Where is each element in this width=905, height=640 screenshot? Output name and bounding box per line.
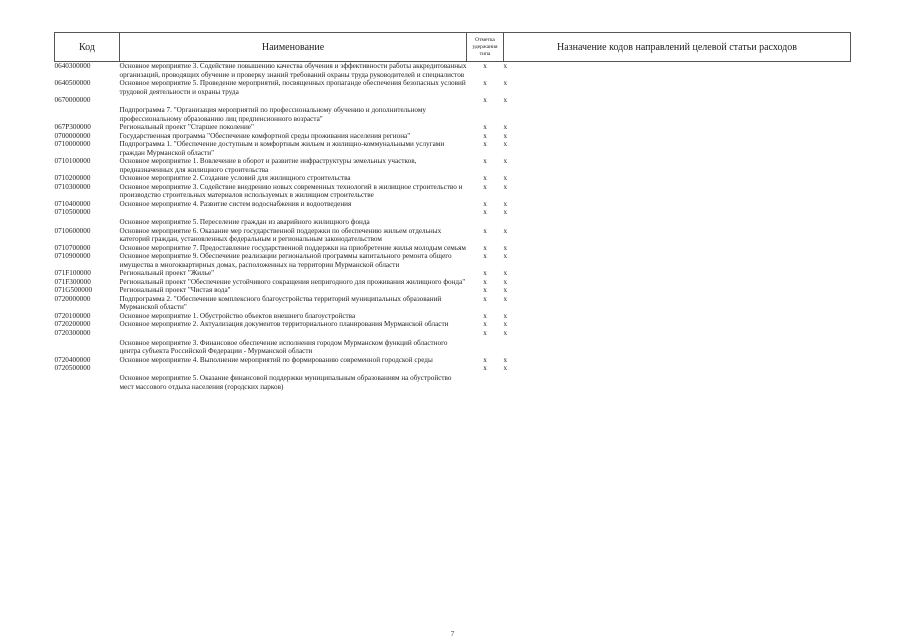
row-name: Основное мероприятие 9. Обеспечение реализации региональной программы капитального ремонта общего имущества в многоквартирных домах, расположенных на территории Мурманской области: [119, 252, 452, 269]
row-direction: х: [503, 208, 508, 216]
row-mark: х: [483, 62, 487, 70]
row-direction: х: [503, 131, 508, 140]
row-direction: х: [503, 62, 508, 70]
target-codes-table: [54, 32, 851, 391]
row-direction: х: [503, 252, 508, 260]
row-name: Основное мероприятие 4. Выполнение мероприятий по формированию современной городской среды: [119, 355, 433, 364]
row-code: 0720400000: [54, 355, 91, 364]
row-name: Региональный проект "Старшее поколение": [119, 123, 254, 131]
row-direction: х: [503, 328, 508, 337]
table-row: [55, 174, 851, 183]
row-mark: х: [483, 174, 487, 182]
row-name: Государственная программа "Обеспечение комфортной среды проживания населения региона": [119, 131, 411, 140]
row-direction: х: [503, 199, 508, 208]
row-code: 071G500000: [54, 286, 93, 294]
row-mark: х: [483, 123, 487, 131]
row-direction: х: [503, 157, 508, 165]
table-row: [55, 295, 851, 312]
row-code: 0710400000: [54, 199, 91, 208]
document-page: [54, 32, 851, 391]
table-row: [55, 312, 851, 321]
row-code: 0710500000: [54, 208, 91, 216]
row-code: 0710200000: [54, 174, 91, 182]
row-code: 0720300000: [54, 328, 91, 337]
row-name: Основное мероприятие 4. Развитие систем водоснабжения и водоотведения: [119, 199, 352, 208]
table-row: [55, 356, 851, 365]
table-row: [55, 269, 851, 278]
row-mark: х: [483, 208, 487, 216]
row-name: Региональный проект "Обеспечение устойчивого сокращения непригодного для проживания жилищного фонда": [119, 277, 466, 286]
table-row: [55, 278, 851, 287]
row-name: Основное мероприятие 5. Оказание финансовой поддержки муниципальным образованиям на обустройство мест массового отдыха населения (городских парков): [119, 374, 452, 391]
row-mark: х: [483, 328, 487, 337]
row-code: 0720100000: [54, 311, 91, 320]
row-code: 0720000000: [54, 294, 91, 303]
table-row: [55, 79, 851, 96]
row-code: 0640300000: [54, 62, 91, 70]
table-row: [55, 132, 851, 141]
header-name: Наименование: [120, 33, 467, 62]
header-directions: Назначение кодов направлений целевой статьи расходов: [504, 33, 851, 62]
row-code: 0710300000: [54, 182, 91, 191]
row-direction: х: [503, 140, 508, 148]
row-name: Основное мероприятие 6. Оказание мер государственной поддержки по обеспечению жильем отдельных категорий граждан, установленных федеральным и региональным законодательством: [119, 226, 442, 243]
row-code: 0640500000: [54, 79, 91, 87]
row-direction: х: [503, 355, 508, 364]
row-mark: х: [483, 294, 487, 303]
row-direction: х: [503, 96, 508, 104]
row-name: Основное мероприятие 1. Обустройство объектов внешнего благоустройства: [119, 311, 356, 320]
table-row: [55, 123, 851, 132]
row-direction: х: [503, 294, 508, 303]
row-mark: х: [483, 79, 487, 87]
row-code: 0710600000: [54, 226, 91, 235]
header-mark: Отметка удержания типа: [467, 33, 504, 62]
row-direction: х: [503, 364, 508, 372]
table-row: [55, 320, 851, 329]
row-mark: х: [483, 140, 487, 148]
row-mark: х: [483, 355, 487, 364]
row-direction: х: [503, 243, 508, 252]
row-name: Основное мероприятие 3. Содействие повышению качества обучения и эффективности работы аккредитованных организаций, проводящих обучение и проверку знаний требований охраны труда руководителей и специалистов: [119, 62, 467, 79]
row-code: 071F100000: [54, 269, 91, 277]
row-name: Региональный проект "Чистая вода": [119, 286, 231, 294]
table-row: [55, 62, 851, 80]
row-name: Подпрограмма 1. "Обеспечение доступным и комфортным жильем и жилищно-коммунальными услугами граждан Мурманской области": [119, 140, 445, 157]
row-direction: х: [503, 286, 508, 294]
row-mark: х: [483, 96, 487, 104]
row-mark: х: [483, 182, 487, 191]
row-direction: х: [503, 320, 508, 328]
row-code: 0710100000: [54, 157, 91, 165]
table-row: [55, 140, 851, 157]
table-row: [55, 286, 851, 295]
table-row: [55, 183, 851, 200]
row-code: 0720200000: [54, 320, 91, 328]
row-code: 0710900000: [54, 252, 91, 260]
table-row: [55, 208, 851, 227]
row-name: Основное мероприятие 1. Вовлечение в оборот и развитие инфраструктуры земельных участков, предназначенных для жилищного строительства: [119, 157, 417, 174]
row-name: Основное мероприятие 3. Содействие внедрению новых современных технологий в жилищное строительство и производство строительных материалов используемых в жилищном строительстве: [119, 182, 463, 199]
row-name: Региональный проект "Жилье": [119, 269, 215, 277]
row-code: 0700000000: [54, 131, 91, 140]
table-header: [55, 33, 851, 62]
row-mark: х: [483, 157, 487, 165]
row-mark: х: [483, 199, 487, 208]
table-row: [55, 244, 851, 253]
row-mark: х: [483, 226, 487, 235]
row-direction: х: [503, 277, 508, 286]
row-mark: х: [483, 286, 487, 294]
table-row: [55, 157, 851, 174]
row-name: Основное мероприятие 3. Финансовое обеспечение исполнения городом Мурманском функций областного центра субъекта Российской Федерации - Мурманской области: [119, 338, 448, 355]
row-name: Подпрограмма 7. "Организация мероприятий по профессиональному обучению и дополнительному профессиональному образованию лиц предпенсионного возраста": [119, 106, 426, 123]
table-row: [55, 252, 851, 269]
table-row: [55, 96, 851, 123]
row-mark: х: [483, 252, 487, 260]
row-direction: х: [503, 182, 508, 191]
row-mark: х: [483, 269, 487, 277]
table-body: [55, 62, 851, 392]
row-name: Основное мероприятие 2. Создание условий для жилищного строительства: [119, 174, 351, 182]
header-code: Код: [55, 33, 120, 62]
row-direction: х: [503, 174, 508, 182]
row-code: 071F300000: [54, 277, 91, 286]
row-code: 067P300000: [54, 123, 91, 131]
row-code: 0710700000: [54, 243, 91, 252]
row-direction: х: [503, 269, 508, 277]
table-row: [55, 227, 851, 244]
row-code: 0670000000: [54, 96, 91, 104]
row-mark: х: [483, 243, 487, 252]
row-mark: х: [483, 311, 487, 320]
row-name: Основное мероприятие 5. Проведение мероприятий, посвященных пропаганде обеспечения безопасных условий трудовой деятельности и охраны труда: [119, 79, 466, 96]
row-direction: х: [503, 123, 508, 131]
row-direction: х: [503, 226, 508, 235]
row-direction: х: [503, 79, 508, 87]
row-name: Подпрограмма 2. "Обеспечение комплексного благоустройства территорий муниципальных образований Мурманской области": [119, 294, 442, 311]
row-code: 0710000000: [54, 140, 91, 148]
row-code: 0720500000: [54, 364, 91, 372]
row-mark: х: [483, 131, 487, 140]
row-name: Основное мероприятие 2. Актуализация документов территориального планирования Мурманской области: [119, 320, 449, 328]
row-name: Основное мероприятие 7. Предоставление государственной поддержки на приобретение жилья молодым семьям: [119, 243, 466, 252]
table-row: [55, 329, 851, 356]
table-row: [55, 200, 851, 209]
page-number: 7: [450, 630, 455, 638]
row-mark: х: [483, 320, 487, 328]
row-direction: х: [503, 311, 508, 320]
row-name: Основное мероприятие 5. Переселение граждан из аварийного жилищного фонда: [119, 218, 370, 226]
row-mark: х: [483, 364, 487, 372]
row-mark: х: [483, 277, 487, 286]
table-row: [55, 364, 851, 391]
